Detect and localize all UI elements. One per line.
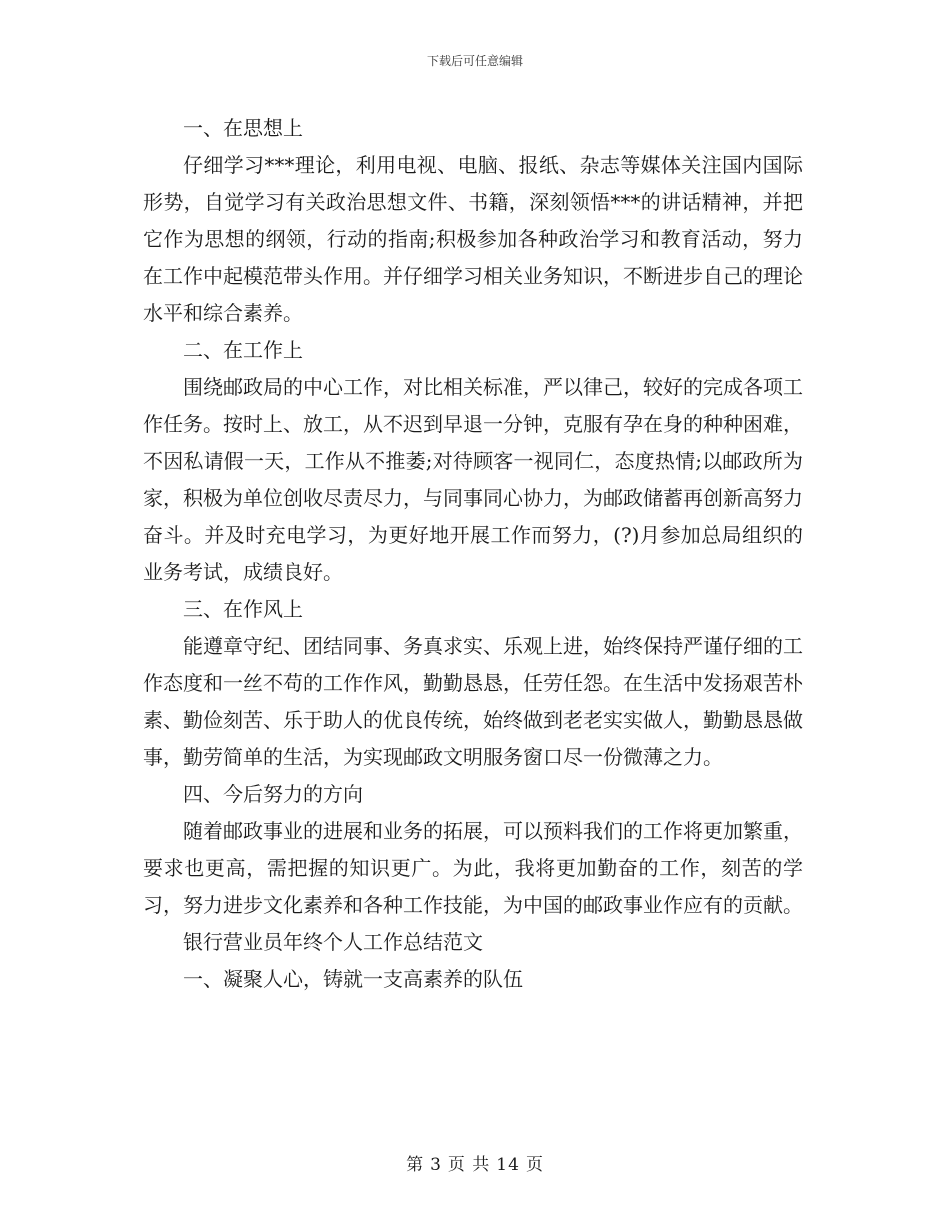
paragraph-work: 围绕邮政局的中心工作，对比相关标准，严以律己，较好的完成各项工作任务。按时上、放工，从不迟到早退一分钟，克服有孕在身的种种困难，不因私请假一天，工作从不推萎;对待顾客一视同仁，态度热情;以邮政所为家，积极为单位创收尽责尽力，与同事同心协力，为邮政储蓄再创新高努力奋斗。并及时充电学习，为更好地开展工作而努力，(?)月参加总局组织的业务考试，成绩良好。 xyxy=(143,375,803,584)
paragraph-ideology: 仔细学习***理论，利用电视、电脑、报纸、杂志等媒体关注国内国际形势，自觉学习有关政治思想文件、书籍，深刻领悟***的讲话精神，并把它作为思想的纲领，行动的指南;积极参加各种政治学习和教育活动，努力在工作中起模范带头作用。并仔细学习相关业务知识，不断进步自己的理论水平和综合素养。 xyxy=(143,153,803,325)
section-heading-2: 二、在工作上 xyxy=(183,338,303,362)
paragraph-style: 能遵章守纪、团结同事、务真求实、乐观上进，始终保持严谨仔细的工作态度和一丝不苟的工作作风，勤勤恳恳，任劳任怨。在生活中发扬艰苦朴素、勤俭刻苦、乐于助人的优良传统，始终做到老老实实做人，勤勤恳恳做事，勤劳简单的生活，为实现邮政文明服务窗口尽一份微薄之力。 xyxy=(143,634,803,769)
document-body xyxy=(143,110,803,998)
section-heading-1: 一、在思想上 xyxy=(183,116,303,140)
footer-total-pages: 14 xyxy=(496,1155,520,1175)
section-heading-5: 一、凝聚人心，铸就一支高素养的队伍 xyxy=(183,967,523,991)
footer-middle: 页 共 xyxy=(447,1155,491,1175)
section-heading-4: 四、今后努力的方向 xyxy=(183,782,363,806)
document-subtitle: 银行营业员年终个人工作总结范文 xyxy=(183,930,483,954)
footer-prefix: 第 xyxy=(406,1155,425,1175)
section-heading-3: 三、在作风上 xyxy=(183,597,303,621)
footer-suffix: 页 xyxy=(525,1155,544,1175)
page-footer xyxy=(0,1154,950,1176)
paragraph-future: 随着邮政事业的进展和业务的拓展，可以预料我们的工作将更加繁重，要求也更高，需把握的知识更广。为此，我将更加勤奋的工作，刻苦的学习，努力进步文化素养和各种工作技能，为中国的邮政事业作应有的贡献。 xyxy=(143,819,803,917)
footer-current-page: 3 xyxy=(430,1155,442,1175)
page-header: 下载后可任意编辑 xyxy=(426,54,523,68)
